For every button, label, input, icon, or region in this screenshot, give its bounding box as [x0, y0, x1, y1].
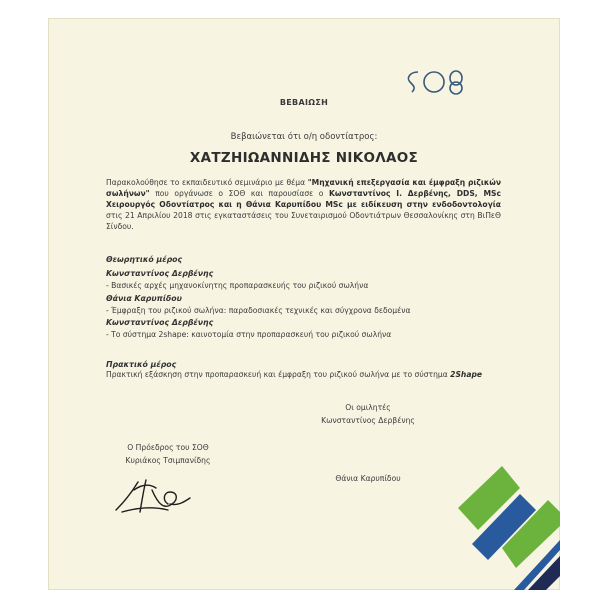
president-name: Κυριάκος Τσιμπανίδης: [125, 456, 211, 465]
theory-speaker-1: Κωνσταντίνος Δερβένης: [106, 269, 214, 278]
soth-logo: [404, 66, 466, 96]
practice-title: Πρακτικό μέρος: [106, 360, 177, 369]
theory-title: Θεωρητικό μέρος: [106, 255, 183, 264]
certificate-body: [106, 177, 501, 232]
intro-part-2: που οργάνωσε ο ΣΟΘ και παρουσίασε ο: [149, 189, 329, 198]
president-label: Ο Πρόεδρος του ΣΟΘ: [127, 443, 209, 452]
theory-topic-1: - Βασικές αρχές μηχανοκίνητης προπαρασκευής του ριζικού σωλήνα: [106, 281, 369, 290]
seminar-speakers: Κωνσταντίνος Ι. Δερβένης, DDS, MSc Χειρουργός Οδοντίατρος και η Θάνια Καρυπίδου MSc με ειδίκευση στην ενδοδοντολογία: [106, 189, 501, 209]
certificate-lead: Βεβαιώνεται ότι ο/η οδοντίατρος:: [230, 132, 378, 142]
theory-speaker-2: Θάνια Καρυπίδου: [106, 294, 182, 303]
intro-part-1: Παρακολούθησε το εκπαιδευτικό σεμινάριο με θέμα: [106, 178, 308, 187]
speaker-2-signature-name: Θάνια Καρυπίδου: [335, 474, 401, 483]
practice-system: 2Shape: [450, 370, 483, 379]
speakers-label: Οι ομιλητές: [345, 403, 391, 412]
certificate-heading: ΒΕΒΑΙΩΣΗ: [279, 98, 329, 107]
certificate-page: [48, 18, 560, 590]
handwritten-signature: [112, 470, 194, 518]
decorative-stripes: [458, 448, 560, 590]
seminar-topic: "Μηχανική επεξεργασία και έμφραξη ριζικών σωλήνων": [106, 178, 501, 198]
theory-speaker-3: Κωνσταντίνος Δερβένης: [106, 318, 214, 327]
practice-text: Πρακτική εξάσκηση στην προπαρασκευή και έμφραξη του ριζικού σωλήνα με το σύστημα: [106, 370, 451, 379]
recipient-name: ΧΑΤΖΗΙΩΑΝΝΙΔΗΣ ΝΙΚΟΛΑΟΣ: [189, 150, 419, 166]
theory-topic-3: - Το σύστημα 2shape: καινοτομία στην προπαρασκευή του ριζικού σωλήνα: [106, 330, 392, 339]
intro-part-3: στις 21 Απριλίου 2018 στις εγκαταστάσεις του Συνεταιρισμού Οδοντιάτρων Θεσσαλονίκης στη ΒιΠεΘ Σίνδου.: [106, 211, 501, 231]
theory-topic-2: - Έμφραξη του ριζικού σωλήνα: παραδοσιακές τεχνικές και σύγχρονα δεδομένα: [106, 306, 411, 315]
practice-description: [106, 370, 506, 380]
speaker-1-signature-name: Κωνσταντίνος Δερβένης: [321, 416, 415, 425]
